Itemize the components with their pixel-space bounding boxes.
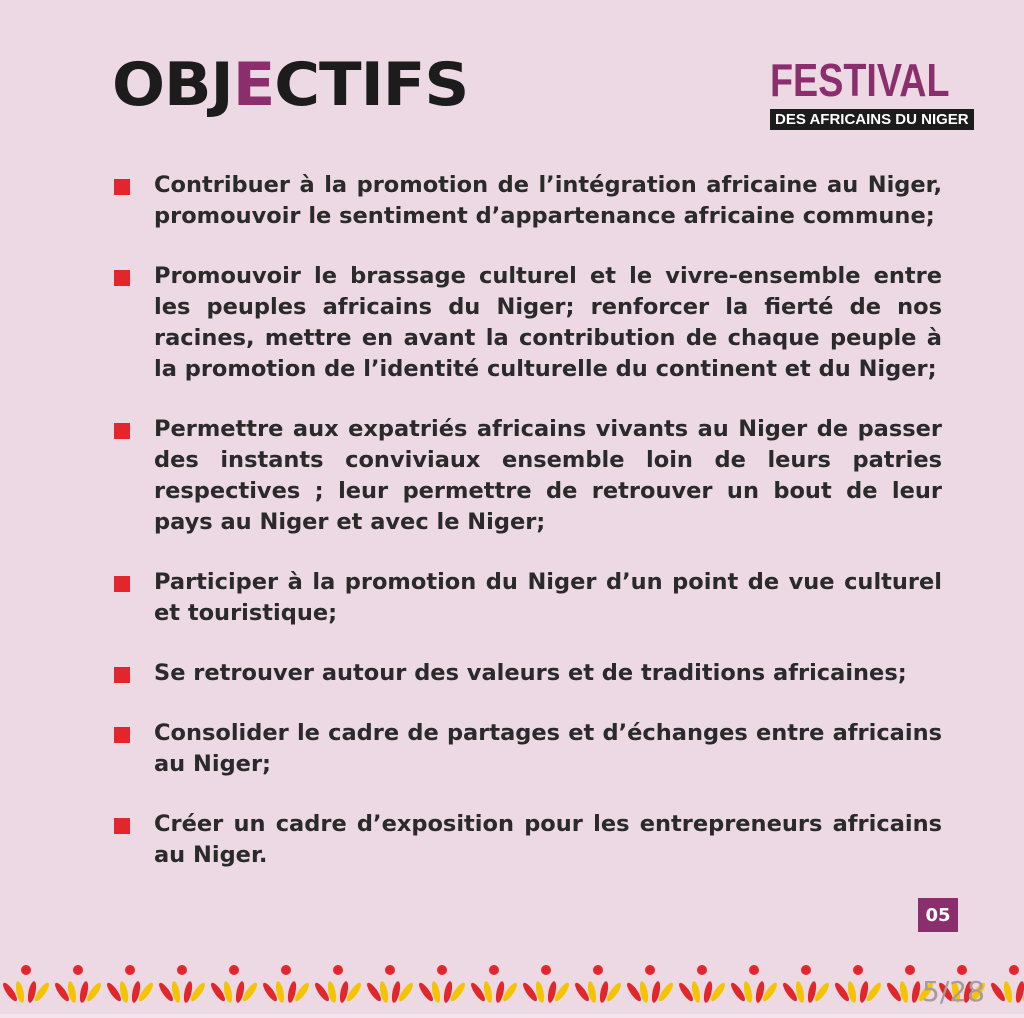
- title-highlight-letter: E: [232, 50, 275, 120]
- page-counter: 5/28: [922, 975, 985, 1008]
- objective-item: [112, 809, 942, 871]
- pattern-motif: [729, 965, 779, 1003]
- objective-text: Promouvoir le brassage culturel et le vivre-ensemble entre les peuples africains du Niger; renforcer la fierté de nos racines, mettre en avant la contribution de chaque peuple à la promotion de l’identité culturelle du continent et du Niger;: [154, 263, 942, 382]
- logo-festival-word: FESTIVAL: [770, 54, 950, 106]
- pattern-motif: [417, 965, 467, 1003]
- decorative-pattern-border: [0, 958, 1024, 1018]
- pattern-motif: [833, 965, 883, 1003]
- bullet-square-icon: [114, 818, 130, 834]
- objective-item: [112, 658, 942, 689]
- objective-item: [112, 170, 942, 232]
- objective-item: [112, 567, 942, 629]
- page-title: [112, 50, 468, 120]
- bullet-square-icon: [114, 576, 130, 592]
- pattern-motif: [469, 965, 519, 1003]
- objective-text: Se retrouver autour des valeurs et de traditions africaines;: [154, 660, 907, 686]
- objective-text: Consolider le cadre de partages et d’échanges entre africains au Niger;: [154, 720, 942, 777]
- bullet-square-icon: [114, 727, 130, 743]
- pattern-motif: [209, 965, 259, 1003]
- bullet-square-icon: [114, 270, 130, 286]
- objective-text: Contribuer à la promotion de l’intégration africaine au Niger, promouvoir le sentiment d’appartenance africaine commune;: [154, 172, 942, 229]
- bullet-square-icon: [114, 667, 130, 683]
- pattern-motif: [313, 965, 363, 1003]
- pattern-motif: [105, 965, 155, 1003]
- pattern-motif: [573, 965, 623, 1003]
- objective-text: Permettre aux expatriés africains vivants au Niger de passer des instants conviviaux ensemble loin de leurs patries respectives ; leur permettre de retrouver un bout de leur pays au Niger et avec le Niger;: [154, 416, 942, 535]
- objective-item: [112, 414, 942, 538]
- pattern-motif: [1, 965, 51, 1003]
- pattern-motif: [521, 965, 571, 1003]
- objective-text: Participer à la promotion du Niger d’un point de vue culturel et touristique;: [154, 569, 942, 626]
- page-number-badge: 05: [918, 898, 958, 932]
- pattern-motif: [625, 965, 675, 1003]
- festival-logo: [770, 52, 969, 130]
- title-part-2: CTIFS: [274, 50, 469, 120]
- pattern-motif: [157, 965, 207, 1003]
- bullet-square-icon: [114, 423, 130, 439]
- pattern-motif: [365, 965, 415, 1003]
- bullet-square-icon: [114, 179, 130, 195]
- pattern-motif: [53, 965, 103, 1003]
- pattern-motif: [261, 965, 311, 1003]
- objectives-list: [112, 170, 942, 900]
- logo-subtitle: DES AFRICAINS DU NIGER: [770, 109, 974, 130]
- objective-item: [112, 718, 942, 780]
- pattern-motif: [781, 965, 831, 1003]
- pattern-motif: [677, 965, 727, 1003]
- pattern-motif: [989, 965, 1024, 1003]
- title-part-1: OBJ: [112, 50, 233, 120]
- objective-text: Créer un cadre d’exposition pour les entrepreneurs africains au Niger.: [154, 811, 942, 868]
- objective-item: [112, 261, 942, 385]
